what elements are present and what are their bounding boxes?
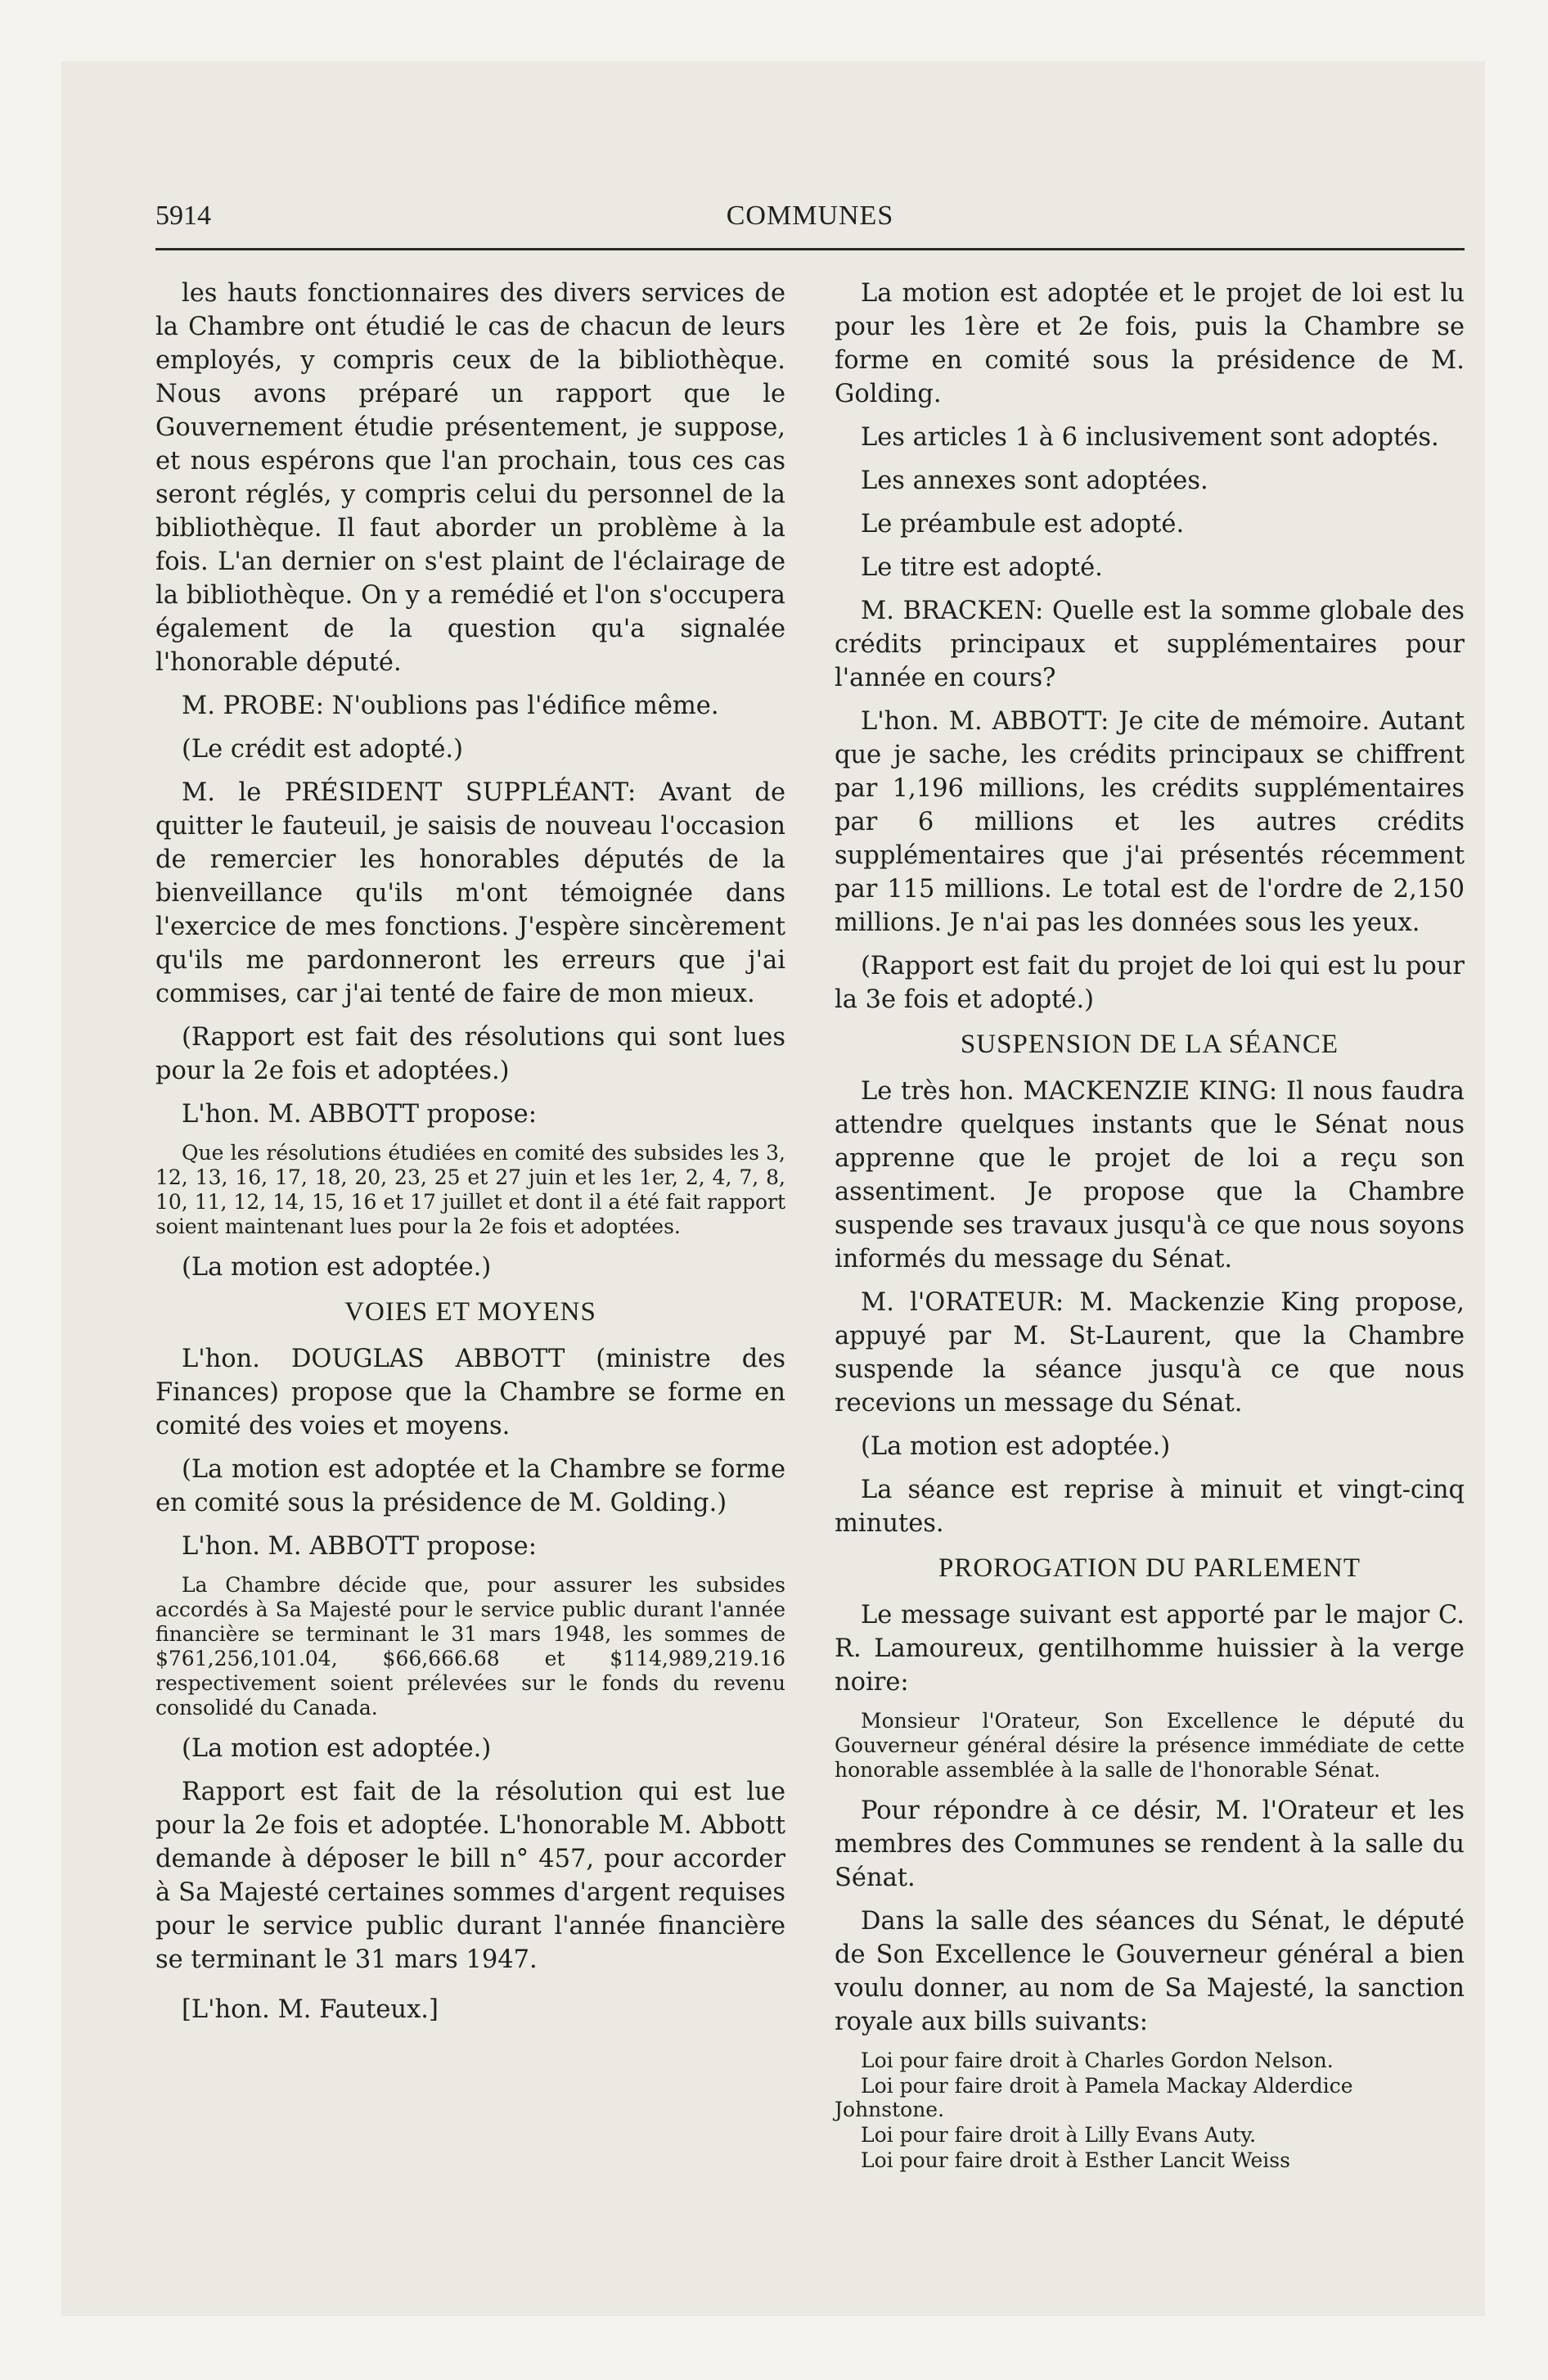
left-paragraph: les hauts fonctionnaires des divers services de la Chambre ont étudié le cas de chacun de leurs employés, y compris ceux de la bibliothèque. Nous avons préparé un rapport que le Gouvernement étudie présentement, je suppose, et nous espérons que l'an prochain, tous ces cas seront réglés, y compris celui du personnel de la bibliothèque. Il faut aborder un problème à la fois. L'an dernier on s'est plaint de l'éclairage de la bibliothèque. On y a remédié et l'on s'occupera également de la question qu'a signalée l'honorable député. [155, 279, 785, 677]
page-number: 5914 [155, 201, 211, 231]
right-paragraph: M. BRACKEN: Quelle est la somme globale des crédits principaux et supplémentaires pour l'année en cours? [835, 597, 1465, 692]
left-quoted-motion: La Chambre décide que, pour assurer les subsides accordés à Sa Majesté pour le service public durant l'année financière se terminant le 31 mars 1948, les sommes de $761,256,101.04, $66,666.68 et $114,989,219.16 respectivement soient prélevées sur le fonds du revenu consolidé du Canada. [155, 1573, 785, 1720]
right-paragraph: L'hon. M. ABBOTT: Je cite de mémoire. Autant que je sache, les crédits principaux se chiffrent par 1,196 millions, les crédits supplémentaires par 6 millions et les autres crédits supplémentaires que j'ai présentés récemment par 115 millions. Le total est de l'ordre de 2,150 millions. Je n'ai pas les données sous les yeux. [835, 707, 1465, 937]
left-paragraph: L'hon. DOUGLAS ABBOTT (ministre des Finances) propose que la Chambre se forme en comité des voies et moyens. [155, 1345, 785, 1440]
bill-item: Loi pour faire droit à Pamela Mackay Alderdice Johnstone. [835, 2074, 1353, 2121]
right-column-body [835, 277, 1465, 2039]
bill-item: Loi pour faire droit à Lilly Evans Auty. [861, 2123, 1257, 2147]
left-paragraph: Rapport est fait de la résolution qui est lue pour la 2e fois et adoptée. L'honorable M. Abbott demande à déposer le bill n° 457, pour accorder à Sa Majesté certaines sommes d'argent requises pour le service public durant l'année financière se terminant le 31 mars 1947. [155, 1778, 785, 1974]
bills-list [835, 2049, 1465, 2172]
right-paragraph: Le titre est adopté. [861, 553, 1103, 582]
bill-item: Loi pour faire droit à Charles Gordon Nelson. [861, 2049, 1334, 2072]
right-column [835, 277, 1465, 2174]
right-paragraph: M. l'ORATEUR: M. Mackenzie King propose, appuyé par M. St-Laurent, que la Chambre suspende la séance jusqu'à ce que nous recevions un message du Sénat. [835, 1288, 1465, 1418]
left-column [155, 277, 785, 2174]
right-paragraph: La séance est reprise à minuit et vingt-cinq minutes. [835, 1476, 1465, 1538]
two-column-body [155, 277, 1465, 2174]
left-paragraph: (La motion est adoptée et la Chambre se forme en comité sous la présidence de M. Golding.) [155, 1455, 785, 1517]
right-paragraph: Le très hon. MACKENZIE KING: Il nous faudra attendre quelques instants que le Sénat nous apprenne que le projet de loi a reçu son assentiment. Je propose que la Chambre suspende ses travaux jusqu'à ce que nous soyons informés du message du Sénat. [835, 1077, 1465, 1273]
left-paragraph: L'hon. M. ABBOTT propose: [182, 1100, 537, 1129]
right-paragraph: Pour répondre à ce désir, M. l'Orateur et les membres des Communes se rendent à la salle du Sénat. [835, 1796, 1465, 1892]
right-section-heading: PROROGATION DU PARLEMENT [938, 1553, 1361, 1583]
page [155, 192, 1465, 2320]
right-paragraph: (La motion est adoptée.) [861, 1432, 1171, 1461]
right-paragraph: Les articles 1 à 6 inclusivement sont adoptés. [861, 423, 1439, 452]
left-paragraph: (Rapport est fait des résolutions qui sont lues pour la 2e fois et adoptées.) [155, 1023, 785, 1085]
left-paragraph: (La motion est adoptée.) [182, 1253, 492, 1282]
right-paragraph: La motion est adoptée et le projet de loi est lu pour les 1ère et 2e fois, puis la Chambre se forme en comité sous la présidence de M. Golding. [835, 279, 1465, 408]
right-paragraph: Les annexes sont adoptées. [861, 467, 1208, 495]
right-quoted-motion: Monsieur l'Orateur, Son Excellence le député du Gouverneur général désire la présence immédiate de cette honorable assemblée à la salle de l'honorable Sénat. [835, 1709, 1465, 1782]
right-section-heading: SUSPENSION DE LA SÉANCE [960, 1030, 1339, 1059]
page-header [155, 192, 1465, 250]
right-paragraph: Dans la salle des séances du Sénat, le député de Son Excellence le Gouverneur général a bien voulu donner, au nom de Sa Majesté, la sanction royale aux bills suivants: [835, 1907, 1465, 2036]
left-paragraph: (La motion est adoptée.) [182, 1734, 492, 1763]
scanned-sheet [61, 61, 1485, 2316]
left-paragraph: M. PROBE: N'oublions pas l'édifice même. [182, 692, 719, 720]
bill-item: Loi pour faire droit à Esther Lancit Weiss [861, 2148, 1290, 2172]
right-paragraph: Le message suivant est apporté par le major C. R. Lamoureux, gentilhomme huissier à la verge noire: [835, 1601, 1465, 1697]
left-paragraph: L'hon. M. ABBOTT propose: [182, 1532, 537, 1561]
left-quoted-motion: Que les résolutions étudiées en comité des subsides les 3, 12, 13, 16, 17, 18, 20, 23, 25 et 27 juin et les 1er, 2, 4, 7, 8, 10, 11, 12, 14, 15, 16 et 17 juillet et dont il a été fait rapport soient maintenant lues pour la 2e fois et adoptées. [155, 1141, 785, 1238]
left-paragraph: M. le PRÉSIDENT SUPPLÉANT: Avant de quitter le fauteuil, je saisis de nouveau l'occasion de remercier les honorables députés de la bienveillance qu'ils m'ont témoignée dans l'exercice de mes fonctions. J'espère sincèrement qu'ils me pardonneront les erreurs que j'ai commises, car j'ai tenté de faire de mon mieux. [155, 778, 785, 1008]
left-paragraph: (Le crédit est adopté.) [182, 735, 463, 764]
right-paragraph: (Rapport est fait du projet de loi qui est lu pour la 3e fois et adopté.) [835, 952, 1465, 1014]
right-paragraph: Le préambule est adopté. [861, 510, 1185, 539]
running-title: COMMUNES [726, 201, 894, 231]
left-signature: [L'hon. M. Fauteux.] [182, 1995, 439, 2024]
left-section-heading: VOIES ET MOYENS [344, 1297, 596, 1327]
